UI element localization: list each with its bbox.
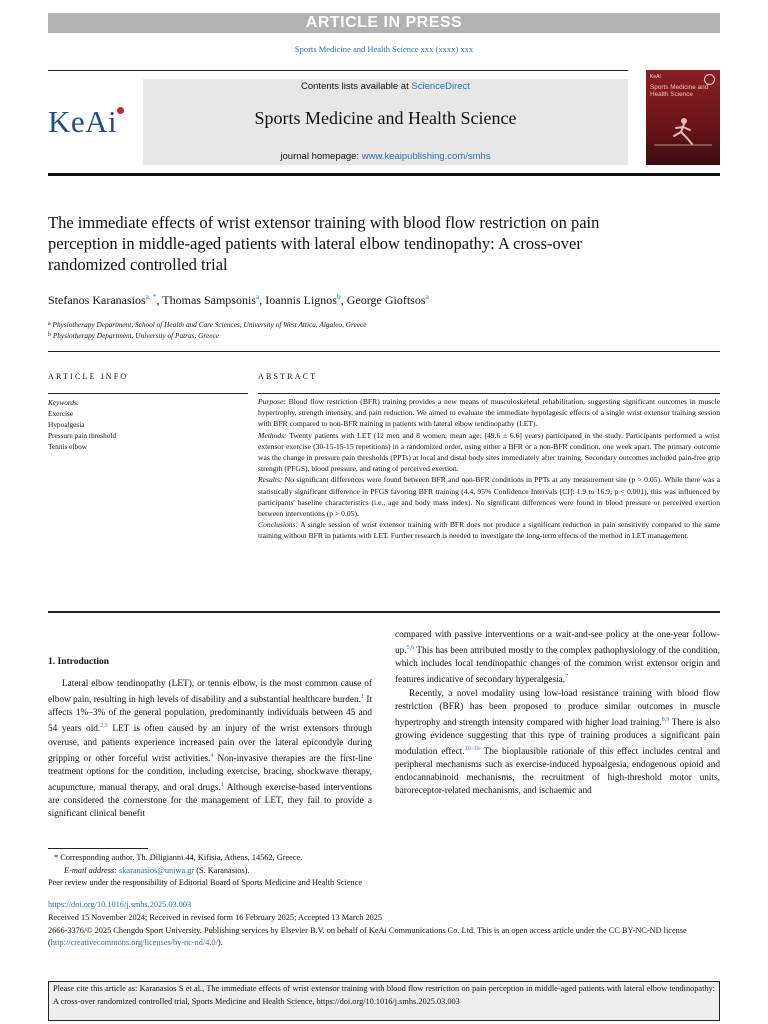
- abstract-subheading: Purpose:: [258, 397, 286, 406]
- body-column-right: [395, 629, 720, 799]
- author-affiliation-mark: b: [336, 292, 341, 301]
- sciencedirect-link[interactable]: ScienceDirect: [411, 81, 470, 92]
- divider: [258, 393, 720, 394]
- keywords-block: [48, 397, 248, 452]
- paragraph: [48, 678, 372, 821]
- header-top-rule: [48, 70, 628, 71]
- doi-link[interactable]: https://doi.org/10.1016/j.smhs.2025.03.003: [48, 900, 192, 909]
- citation-link[interactable]: 4: [210, 752, 214, 759]
- contents-line: Contents lists available at ScienceDirect: [301, 81, 470, 92]
- body-column-left: [48, 678, 372, 821]
- corresponding-author-note: * Corresponding author. Th. Diligianni 44, Kifisia, Athens, 14562, Greece.: [54, 853, 303, 862]
- article-title: The immediate effects of wrist extensor training with blood flow restriction on pain perception in middle-aged patients with lateral elbow tendinopathy: A cross-over randomized controlled trial: [48, 213, 600, 274]
- abstract-label: ABSTRACT: [258, 372, 318, 381]
- footnotes: [48, 852, 720, 890]
- abstract-subheading: Conclusions:: [258, 520, 299, 530]
- author-name: Thomas Sampsonis: [162, 293, 256, 307]
- journal-name: Sports Medicine and Health Science: [254, 108, 517, 128]
- abstract-text: A single session of wrist extensor training with BFR does not produce a significant reduction in pain sensitivity compared to the same training without BFR in patients with LET. Further research is needed to investigate the long-term effects of the method in LET management.: [258, 520, 720, 541]
- article-in-press-banner: ARTICLE IN PRESS: [48, 13, 720, 33]
- affiliation-text: Physiotherapy Department, University of Patras, Greece: [51, 331, 219, 340]
- keyword: Exercise: [48, 409, 74, 418]
- author-list: [48, 292, 720, 308]
- article-info-label: ARTICLE INFO: [48, 372, 129, 381]
- abstract-subheading: Methods:: [258, 430, 287, 440]
- section-heading-introduction: 1. Introduction: [48, 657, 110, 667]
- citation-link[interactable]: 2,3: [100, 723, 108, 730]
- author-separator: ,: [156, 293, 163, 307]
- affiliation-line: [48, 330, 720, 341]
- received-dates: Received 15 November 2024; Received in revised form 16 February 2025; Accepted 13 March 2025: [48, 913, 383, 922]
- body-text: Although exercise-based interventions are considered the cornerstone for the management of LET, they fail to provide a significant clinical benefit: [48, 783, 372, 820]
- abstract-paragraph: [258, 474, 720, 519]
- homepage-link[interactable]: www.keaipublishing.com/smhs: [361, 151, 491, 162]
- affiliation-mark: b: [48, 332, 51, 338]
- author-name: George Gioftsos: [346, 293, 426, 307]
- header-bottom-rule: [48, 173, 720, 176]
- abstract-body: [258, 396, 720, 542]
- abstract-text: Twenty patients with LET (12 men and 8 women; mean age: [49.6 ± 6.6] years) participated in the study. Participants performed a wrist extensor exercise (30-15-15-15 repetitions) in a randomized order, using either a BFR or a non-BFR condition, one week apart. The primary outcome was the change in pressure pain thresholds (PPTs) at local and distal body sites immediately after training. Secondary outcomes included pain-free grip strength (PFGS), blood pressure, and rating of perceived exertion.: [258, 430, 720, 474]
- author-separator: ,: [340, 293, 347, 307]
- divider: [48, 351, 720, 352]
- cover-title: Sports Medicine and Health Science: [650, 84, 709, 98]
- author-separator: ,: [259, 293, 266, 307]
- cover-brand: KeAi: [650, 74, 661, 80]
- keywords-heading: Keywords:: [48, 398, 80, 407]
- body-text: This has been attributed mostly to the complex pathophysiology of the condition, which includes local tendinopathic changes of the common wrist extensor origin and features indicative of secondary hyperalgesia.: [395, 646, 720, 686]
- body-text: Lateral elbow tendinopathy (LET), or tennis elbow, is the most common cause of elbow pain, resulting in high levels of disability and a substantial healthcare burden.: [48, 679, 372, 706]
- keai-logo: KeAi: [48, 104, 118, 139]
- body-text: LET is often caused by an injury of the wrist extensors through overuse, and patients experience increased pain over the lateral epicondyle during gripping or other forceful wrist activities.: [48, 724, 372, 764]
- keyword: Pressure pain threshold: [48, 431, 117, 440]
- divider: [48, 393, 248, 394]
- license-link[interactable]: http://creativecommons.org/licenses/by-nc-nd/4.0/: [50, 938, 218, 948]
- body-text: compared with passive interventions or a wait-and-see policy at the one-year follow-up.: [395, 630, 720, 657]
- homepage-line: journal homepage: www.keaipublishing.com/smhs: [280, 151, 491, 162]
- author-affiliation-mark: a: [255, 292, 260, 301]
- citation-box: Please cite this article as: Karanasios S et al., The immediate effects of wrist extensor training with blood flow restriction on pain perception in middle-aged patients with lateral elbow tendinopathy: A cross-over randomized controlled trial, Sports Medicine and Health Science, https://doi.org/10.1016/j.smhs.2025.03.003: [48, 981, 720, 1021]
- footnote-rule: [48, 848, 148, 849]
- body-text: Non-invasive therapies are the first-line treatment options for the condition, including exercise, bracing, shockwave therapy, acupuncture, manual therapy, and oral drugs.: [48, 753, 372, 794]
- peer-review-note: Peer review under the responsibility of Editorial Board of Sports Medicine and Health Science: [48, 878, 363, 887]
- paragraph: [395, 629, 720, 688]
- body-text: Recently, a novel modality using low-load resistance training with blood flow restriction (BFR) has been proposed to produce similar outcomes in muscle hypertrophy and strength intensity compared with higher load training.: [395, 688, 720, 728]
- keyword: Hypoalgesia: [48, 420, 85, 429]
- keai-logo-dot: [117, 107, 124, 114]
- abstract-text: No significant differences were found between BFR and non-BFR conditions in PPTs at any measurement site (p > 0.05). While there was a statistically significant difference in PFGS favoring BFR training (4.4, 95% Confidence Intervals [CI]: 1.9 to 16.9; p < 0.001), this was influenced by participants' baseline characteristics (i.e., age and body mass index). No significant differences were found in blood pressure or perceived exertion between interventions (p > 0.05).: [258, 475, 720, 519]
- citation-link[interactable]: 8,9: [661, 716, 670, 723]
- keyword: Tennis elbow: [48, 442, 88, 451]
- abstract-text: Blood flow restriction (BFR) training provides a new means of musculoskeletal rehabilitation, suggesting significant outcomes in muscle hypertrophy, strength intensity, and pain reduction. We aimed to evaluate the immediate hypolagesic effects of a single wrist extensor training session with BFR compared to non-BFR training in patients with lateral elbow tendinopathy (LET).: [258, 397, 720, 429]
- author-name: Ioannis Lignos: [265, 293, 337, 307]
- body-text: It affects 1%–3% of the general population, predominantly individuals between 45 and 54 years old.: [48, 695, 372, 735]
- divider: [48, 611, 720, 613]
- affiliation-line: [48, 319, 720, 330]
- affiliation-text: Physiotherapy Department, School of Health and Care Sciences, University of West Attica, Aigaleo, Greece: [50, 320, 367, 329]
- body-text: There is also growing evidence suggesting that this type of training produces a significant pain modulation effect.: [395, 717, 720, 758]
- body-text: The bioplausible rationale of this effect includes central and peripheral mechanisms such as exercise-induced hypoalgesia, endogenous opioid and endocannabinoid mechanisms, the recruitment of high-threshold motor units, baroreceptor-related mechanisms, and ischaemic and: [395, 747, 721, 797]
- citation-link[interactable]: 10–16: [464, 746, 480, 753]
- author-affiliation-mark: a: [425, 292, 429, 301]
- abstract-paragraph: [258, 396, 720, 430]
- author-name: Stefanos Karanasios: [48, 293, 146, 307]
- author-affiliation-mark: a, *: [145, 292, 157, 301]
- journal-cover-image[interactable]: [646, 70, 720, 165]
- affiliation-mark: a: [48, 321, 51, 327]
- abstract-subheading: Results:: [258, 475, 283, 485]
- email-link[interactable]: skaranasios@uniwa.gr: [119, 865, 195, 875]
- citation-link[interactable]: 1: [220, 781, 224, 788]
- citation-link[interactable]: 1: [360, 694, 364, 701]
- license-note: 2666-3376/© 2025 Chengdu Sport University. Publishing services by Elsevier B.V. on behalf of KeAi Communications Co. Ltd. This is an open access article under the CC BY-NC-ND license (http://creativecommons.org/licenses/by-nc-nd/4.0/).: [48, 926, 687, 948]
- cover-runner-icon: [654, 116, 712, 146]
- citation-link[interactable]: 7: [565, 674, 569, 681]
- abstract-paragraph: [258, 430, 720, 475]
- citation-link[interactable]: 5,6: [406, 645, 415, 652]
- email-note: E-mail address: skaranasios@uniwa.gr (S. Karanasios).: [64, 865, 250, 875]
- journal-reference-link[interactable]: Sports Medicine and Health Science xxx (xxxx) xxx: [294, 44, 474, 54]
- paragraph: [395, 688, 720, 799]
- affiliations: [48, 319, 720, 341]
- abstract-paragraph: [258, 519, 720, 541]
